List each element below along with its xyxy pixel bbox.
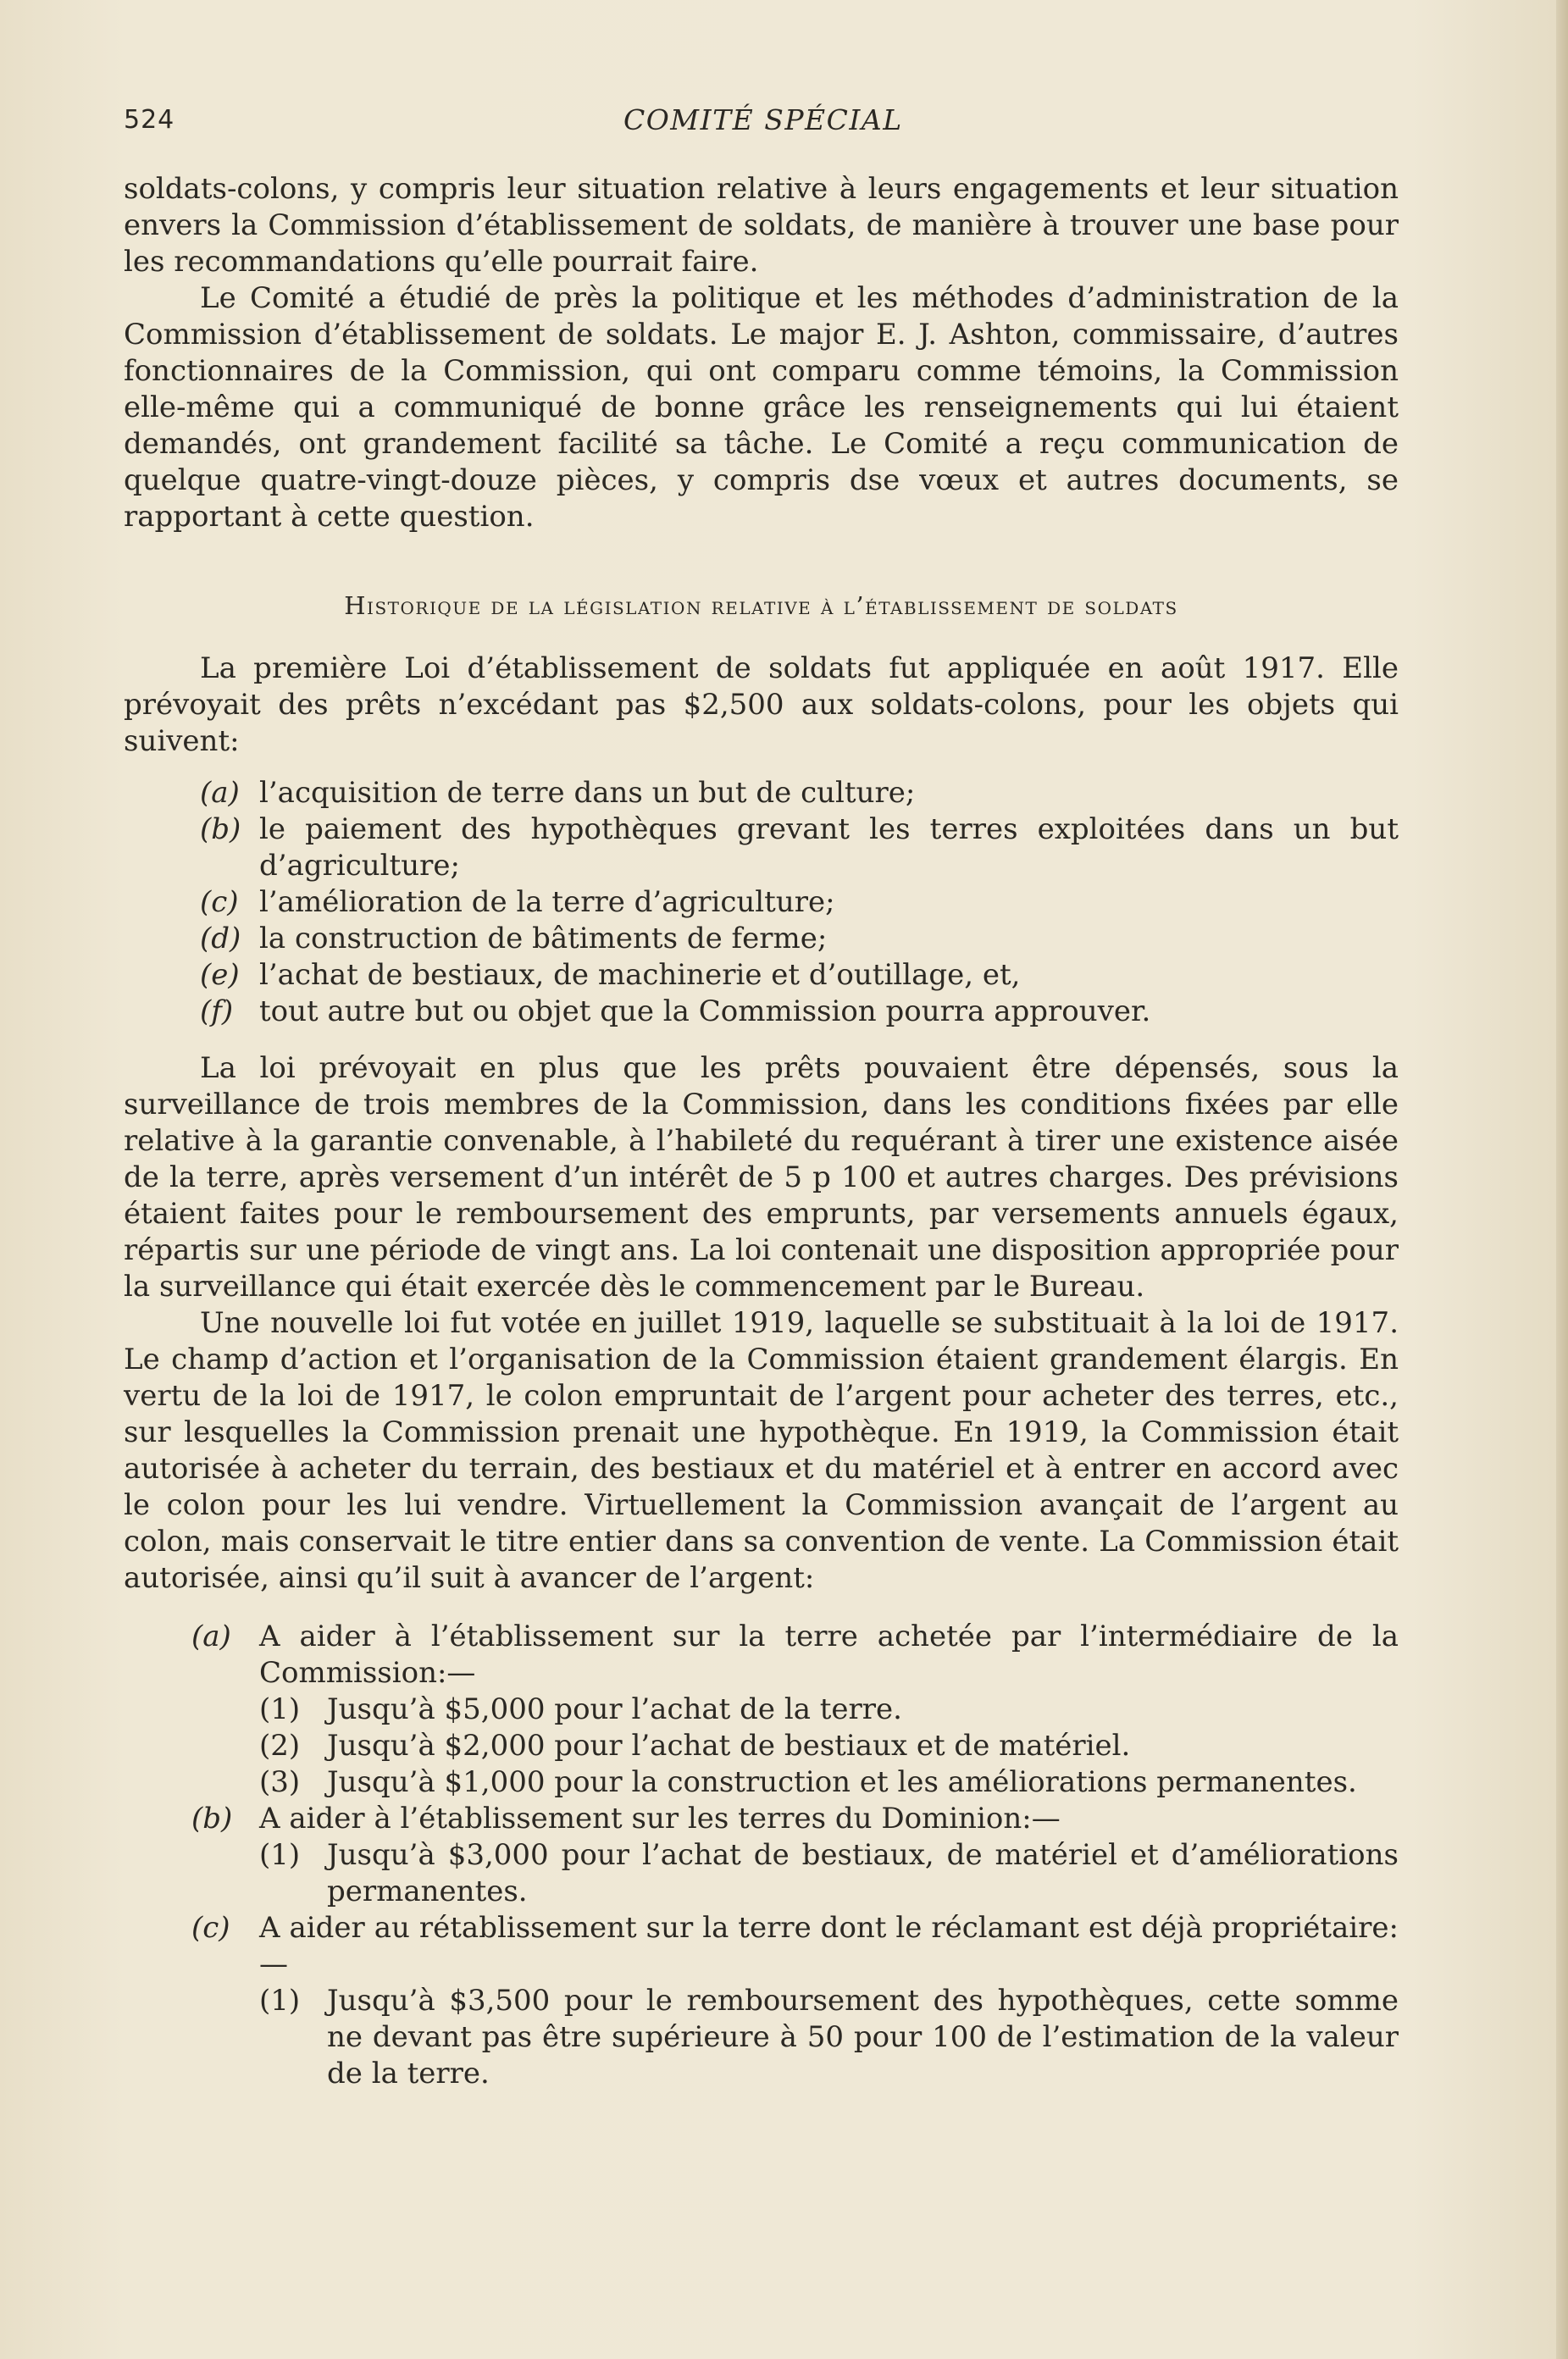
list-marker: (b) [200, 812, 241, 846]
list-item-text: Jusqu’à $5,000 pour l’achat de la terre. [327, 1692, 902, 1726]
intro-paragraph: Le Comité a étudié de près la politique et les méthodes d’administration de la Commission d’établissement de soldats. Le major E. J. Ashton, commissaire, d’autres fonctionnaires de la Commission, qui ont comparu comme témoins, la Commission elle-même qui a communiqué de bonne grâce les renseignements qui lui étaient demandés, ont grandement facilité sa tâche. Le Comité a reçu communication de quelque quatre-vingt-douze pièces, y compris dse vœux et autres documents, se rapportant à cette question. [124, 281, 1399, 534]
list-item [259, 1692, 1399, 1728]
list-number: (2) [259, 1729, 301, 1763]
advance-group [124, 1910, 1399, 2092]
list-item [259, 1728, 1399, 1764]
advance-sublist [259, 1837, 1399, 1910]
list-item-text: Jusqu’à $1,000 pour la construction et les améliorations permanentes. [327, 1765, 1357, 1799]
page-number: 524 [124, 105, 175, 135]
list-marker: (b) [191, 1802, 233, 1836]
list-item [124, 884, 1399, 921]
list-number: (1) [259, 1838, 301, 1872]
loan-objects-list [124, 775, 1399, 1030]
advance-sublist [259, 1692, 1399, 1801]
list-item-text: Jusqu’à $3,500 pour le remboursement des hypothèques, cette somme ne devant pas être supérieure à 50 pour 100 de l’estimation de la valeur de la terre. [327, 1984, 1399, 2090]
list-item-text: l’acquisition de terre dans un but de culture; [259, 776, 916, 810]
advance-group-text: A aider au rétablissement sur la terre dont le réclamant est déjà propriétaire:— [259, 1911, 1399, 1981]
advance-group [124, 1619, 1399, 1801]
list-number: (3) [259, 1765, 301, 1799]
list-marker: (c) [191, 1911, 230, 1945]
advance-group [124, 1801, 1399, 1910]
section-paragraph-3: Une nouvelle loi fut votée en juillet 1919, laquelle se substituait à la loi de 1917. Le champ d’action et l’organisation de la Commission étaient grandement élargis. En vertu de la loi de 1917, le colon empruntait de l’argent pour acheter des terres, etc., sur lesquelles la Commission prenait une hypothèque. En 1919, la Commission était autorisée à acheter du terrain, des bestiaux et du matériel et à entrer en accord avec le colon pour les lui vendre. Virtuellement la Commission avançait de l’argent au colon, mais conservait le titre entier dans sa convention de vente. La Commission était autorisée, ainsi qu’il suit à avancer de l’argent: [124, 1306, 1399, 1595]
running-title: COMITÉ SPÉCIAL [623, 103, 903, 136]
list-item [124, 775, 1399, 811]
section-heading: Historique de la législation relative à l’établissement de soldats [344, 591, 1178, 620]
list-item [124, 994, 1399, 1030]
list-item [259, 1983, 1399, 2092]
section-paragraph-1: La première Loi d’établissement de soldats fut appliquée en août 1917. Elle prévoyait des prêts n’excédant pas $2,500 aux soldats-colons, pour les objets qui suivent: [124, 651, 1399, 758]
list-marker: (e) [200, 958, 240, 992]
list-item-text: le paiement des hypothèques grevant les terres exploitées dans un but d’agriculture; [259, 812, 1399, 883]
list-marker: (a) [191, 1620, 231, 1653]
list-marker: (c) [200, 885, 239, 919]
section-paragraph-2: La loi prévoyait en plus que les prêts pouvaient être dépensés, sous la surveillance de trois membres de la Commission, dans les conditions fixées par elle relative à la garantie convenable, à l’habileté du requérant à tirer une existence aisée de la terre, après versement d’un intérêt de 5 p 100 et autres charges. Des prévisions étaient faites pour le remboursement des emprunts, par versements annuels égaux, répartis sur une période de vingt ans. La loi contenait une disposition appropriée pour la surveillance qui était exercée dès le commencement par le Bureau. [124, 1051, 1399, 1304]
page-header [124, 100, 1394, 144]
list-item [124, 921, 1399, 957]
list-item-text: la construction de bâtiments de ferme; [259, 922, 828, 955]
list-item-text: l’achat de bestiaux, de machinerie et d’outillage, et, [259, 958, 1021, 992]
list-item-text: tout autre but ou objet que la Commission pourra approuver. [259, 994, 1151, 1028]
advance-group-text: A aider à l’établissement sur les terres du Dominion:— [259, 1802, 1061, 1836]
list-item [124, 957, 1399, 994]
list-item [124, 811, 1399, 884]
list-item-text: Jusqu’à $3,000 pour l’achat de bestiaux, de matériel et d’améliorations permanentes. [327, 1838, 1399, 1908]
list-item-text: l’amélioration de la terre d’agriculture; [259, 885, 835, 919]
list-number: (1) [259, 1984, 301, 2018]
list-item [259, 1837, 1399, 1910]
list-item [259, 1764, 1399, 1801]
list-marker: (a) [200, 776, 240, 810]
list-number: (1) [259, 1692, 301, 1726]
page-edge [1556, 0, 1568, 2359]
advance-group-text: A aider à l’établissement sur la terre achetée par l’intermédiaire de la Commission:— [259, 1620, 1399, 1690]
list-marker: (f) [200, 994, 234, 1028]
intro-continuation-paragraph: soldats-colons, y compris leur situation relative à leurs engagements et leur situation envers la Commission d’établissement de soldats, de manière à trouver une base pour les recommandations qu’elle pourrait faire. [124, 172, 1399, 279]
page-body [124, 171, 1399, 2092]
advances-list [124, 1619, 1399, 2092]
list-marker: (d) [200, 922, 241, 955]
list-item-text: Jusqu’à $2,000 pour l’achat de bestiaux et de matériel. [327, 1729, 1131, 1763]
advance-sublist [259, 1983, 1399, 2092]
